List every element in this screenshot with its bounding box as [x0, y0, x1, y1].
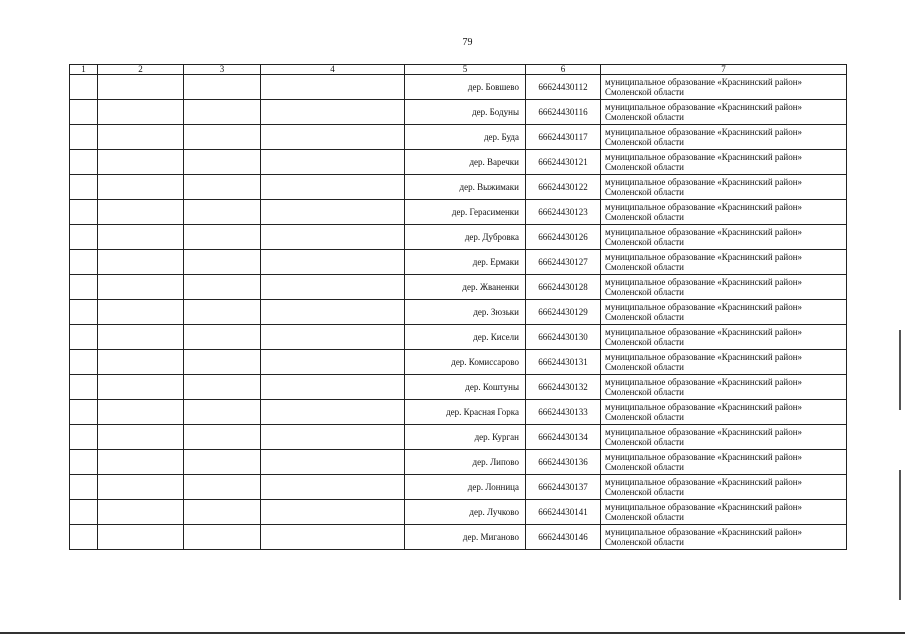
cell-col-3: [184, 425, 261, 450]
municipality-cell: [601, 475, 847, 500]
table-row: [70, 175, 847, 200]
table-body: [70, 75, 847, 550]
municipality-line-2: Смоленской области: [605, 187, 684, 197]
municipality-line-1: муниципальное образование «Краснинский район»: [605, 402, 803, 412]
cell-col-1: [70, 400, 98, 425]
municipality-line-2: Смоленской области: [605, 412, 684, 422]
table-row: [70, 125, 847, 150]
municipality-line-1: муниципальное образование «Краснинский район»: [605, 352, 803, 362]
cell-col-4: [261, 350, 405, 375]
cell-col-2: [98, 400, 184, 425]
municipality-cell: [601, 425, 847, 450]
settlement-name: дер. Бодуны: [405, 100, 526, 125]
cell-col-2: [98, 375, 184, 400]
cell-col-1: [70, 375, 98, 400]
cell-col-3: [184, 475, 261, 500]
cell-col-1: [70, 500, 98, 525]
municipality-line-1: муниципальное образование «Краснинский район»: [605, 102, 803, 112]
municipality-cell: [601, 525, 847, 550]
settlements-table: [69, 64, 847, 550]
municipality-line-1: муниципальное образование «Краснинский район»: [605, 302, 803, 312]
table-row: [70, 100, 847, 125]
municipality-line-1: муниципальное образование «Краснинский район»: [605, 327, 803, 337]
municipality-cell: [601, 450, 847, 475]
municipality-line-2: Смоленской области: [605, 512, 684, 522]
cell-col-1: [70, 75, 98, 100]
municipality-cell: [601, 150, 847, 175]
table-row: [70, 300, 847, 325]
cell-col-4: [261, 325, 405, 350]
municipality-cell: [601, 125, 847, 150]
municipality-line-1: муниципальное образование «Краснинский район»: [605, 377, 803, 387]
table-row: [70, 200, 847, 225]
header-cell-1: 1: [70, 65, 98, 75]
cell-col-4: [261, 175, 405, 200]
municipality-cell: [601, 275, 847, 300]
municipality-line-1: муниципальное образование «Краснинский район»: [605, 527, 803, 537]
cell-col-2: [98, 125, 184, 150]
cell-col-3: [184, 100, 261, 125]
cell-col-4: [261, 275, 405, 300]
cell-col-2: [98, 525, 184, 550]
settlement-name: дер. Дубровка: [405, 225, 526, 250]
oktmo-code: 66624430141: [526, 500, 601, 525]
municipality-line-1: муниципальное образование «Краснинский район»: [605, 502, 803, 512]
cell-col-3: [184, 250, 261, 275]
cell-col-3: [184, 75, 261, 100]
cell-col-3: [184, 150, 261, 175]
cell-col-1: [70, 450, 98, 475]
cell-col-3: [184, 400, 261, 425]
cell-col-2: [98, 450, 184, 475]
municipality-line-1: муниципальное образование «Краснинский район»: [605, 202, 803, 212]
cell-col-2: [98, 150, 184, 175]
settlement-name: дер. Красная Горка: [405, 400, 526, 425]
cell-col-4: [261, 475, 405, 500]
cell-col-2: [98, 75, 184, 100]
municipality-line-2: Смоленской области: [605, 137, 684, 147]
municipality-line-2: Смоленской области: [605, 362, 684, 372]
municipality-cell: [601, 300, 847, 325]
municipality-line-2: Смоленской области: [605, 537, 684, 547]
cell-col-2: [98, 300, 184, 325]
table-row: [70, 350, 847, 375]
table-row: [70, 425, 847, 450]
cell-col-2: [98, 425, 184, 450]
cell-col-1: [70, 350, 98, 375]
header-cell-6: 6: [526, 65, 601, 75]
cell-col-3: [184, 525, 261, 550]
header-cell-7: 7: [601, 65, 847, 75]
table-row: [70, 450, 847, 475]
municipality-line-2: Смоленской области: [605, 487, 684, 497]
settlement-name: дер. Бовшево: [405, 75, 526, 100]
oktmo-code: 66624430126: [526, 225, 601, 250]
settlement-name: дер. Герасименки: [405, 200, 526, 225]
table-row: [70, 250, 847, 275]
oktmo-code: 66624430137: [526, 475, 601, 500]
municipality-line-2: Смоленской области: [605, 312, 684, 322]
cell-col-1: [70, 425, 98, 450]
cell-col-4: [261, 425, 405, 450]
cell-col-2: [98, 325, 184, 350]
header-cell-5: 5: [405, 65, 526, 75]
cell-col-1: [70, 475, 98, 500]
page-number: 79: [462, 37, 473, 48]
table-row: [70, 375, 847, 400]
oktmo-code: 66624430133: [526, 400, 601, 425]
municipality-line-2: Смоленской области: [605, 437, 684, 447]
cell-col-1: [70, 175, 98, 200]
settlement-name: дер. Коштуны: [405, 375, 526, 400]
settlement-name: дер. Лонница: [405, 475, 526, 500]
oktmo-code: 66624430123: [526, 200, 601, 225]
cell-col-4: [261, 400, 405, 425]
cell-col-4: [261, 100, 405, 125]
cell-col-4: [261, 200, 405, 225]
cell-col-1: [70, 300, 98, 325]
settlement-name: дер. Комиссарово: [405, 350, 526, 375]
oktmo-code: 66624430127: [526, 250, 601, 275]
oktmo-code: 66624430136: [526, 450, 601, 475]
oktmo-code: 66624430129: [526, 300, 601, 325]
municipality-line-1: муниципальное образование «Краснинский район»: [605, 127, 803, 137]
oktmo-code: 66624430117: [526, 125, 601, 150]
cell-col-3: [184, 200, 261, 225]
table-row: [70, 400, 847, 425]
municipality-line-1: муниципальное образование «Краснинский район»: [605, 177, 803, 187]
municipality-cell: [601, 325, 847, 350]
municipality-line-2: Смоленской области: [605, 237, 684, 247]
cell-col-1: [70, 325, 98, 350]
cell-col-3: [184, 175, 261, 200]
municipality-cell: [601, 500, 847, 525]
municipality-line-1: муниципальное образование «Краснинский район»: [605, 227, 803, 237]
table-row: [70, 275, 847, 300]
cell-col-2: [98, 500, 184, 525]
settlement-name: дер. Кисели: [405, 325, 526, 350]
municipality-line-2: Смоленской области: [605, 337, 684, 347]
header-cell-3: 3: [184, 65, 261, 75]
municipality-line-2: Смоленской области: [605, 287, 684, 297]
municipality-line-2: Смоленской области: [605, 212, 684, 222]
oktmo-code: 66624430132: [526, 375, 601, 400]
municipality-line-1: муниципальное образование «Краснинский район»: [605, 77, 803, 87]
cell-col-4: [261, 300, 405, 325]
settlement-name: дер. Зюзьки: [405, 300, 526, 325]
header-row: [70, 65, 847, 75]
settlement-name: дер. Лучково: [405, 500, 526, 525]
oktmo-code: 66624430130: [526, 325, 601, 350]
municipality-cell: [601, 250, 847, 275]
header-cell-4: 4: [261, 65, 405, 75]
table-row: [70, 225, 847, 250]
oktmo-code: 66624430122: [526, 175, 601, 200]
cell-col-2: [98, 200, 184, 225]
settlement-name: дер. Выжимаки: [405, 175, 526, 200]
municipality-line-1: муниципальное образование «Краснинский район»: [605, 477, 803, 487]
table-row: [70, 475, 847, 500]
cell-col-1: [70, 125, 98, 150]
cell-col-2: [98, 350, 184, 375]
oktmo-code: 66624430121: [526, 150, 601, 175]
municipality-line-2: Смоленской области: [605, 262, 684, 272]
oktmo-code: 66624430131: [526, 350, 601, 375]
cell-col-4: [261, 450, 405, 475]
municipality-cell: [601, 375, 847, 400]
cell-col-1: [70, 225, 98, 250]
cell-col-2: [98, 175, 184, 200]
table-row: [70, 150, 847, 175]
cell-col-1: [70, 250, 98, 275]
municipality-line-2: Смоленской области: [605, 462, 684, 472]
cell-col-4: [261, 525, 405, 550]
cell-col-1: [70, 525, 98, 550]
oktmo-code: 66624430128: [526, 275, 601, 300]
cell-col-2: [98, 225, 184, 250]
cell-col-3: [184, 225, 261, 250]
table-row: [70, 525, 847, 550]
cell-col-4: [261, 225, 405, 250]
municipality-cell: [601, 75, 847, 100]
oktmo-code: 66624430146: [526, 525, 601, 550]
cell-col-3: [184, 375, 261, 400]
cell-col-3: [184, 300, 261, 325]
municipality-line-1: муниципальное образование «Краснинский район»: [605, 152, 803, 162]
settlement-name: дер. Варечки: [405, 150, 526, 175]
table-row: [70, 325, 847, 350]
cell-col-3: [184, 450, 261, 475]
settlement-name: дер. Липово: [405, 450, 526, 475]
page-bottom-rule: [0, 632, 905, 634]
settlement-name: дер. Ермаки: [405, 250, 526, 275]
municipality-line-2: Смоленской области: [605, 162, 684, 172]
settlement-name: дер. Буда: [405, 125, 526, 150]
municipality-line-1: муниципальное образование «Краснинский район»: [605, 252, 803, 262]
cell-col-2: [98, 100, 184, 125]
scan-edge-mark: [899, 470, 901, 600]
cell-col-3: [184, 350, 261, 375]
municipality-line-2: Смоленской области: [605, 112, 684, 122]
cell-col-2: [98, 275, 184, 300]
cell-col-3: [184, 125, 261, 150]
cell-col-4: [261, 150, 405, 175]
settlement-name: дер. Жваненки: [405, 275, 526, 300]
municipality-cell: [601, 350, 847, 375]
cell-col-2: [98, 250, 184, 275]
header-cell-2: 2: [98, 65, 184, 75]
municipality-cell: [601, 400, 847, 425]
cell-col-4: [261, 125, 405, 150]
oktmo-code: 66624430116: [526, 100, 601, 125]
oktmo-code: 66624430134: [526, 425, 601, 450]
cell-col-3: [184, 275, 261, 300]
municipality-line-1: муниципальное образование «Краснинский район»: [605, 452, 803, 462]
scan-edge-mark: [899, 330, 901, 410]
cell-col-4: [261, 375, 405, 400]
municipality-cell: [601, 200, 847, 225]
municipality-cell: [601, 175, 847, 200]
municipality-line-2: Смоленской области: [605, 387, 684, 397]
cell-col-3: [184, 325, 261, 350]
cell-col-3: [184, 500, 261, 525]
cell-col-2: [98, 475, 184, 500]
municipality-line-2: Смоленской области: [605, 87, 684, 97]
cell-col-1: [70, 100, 98, 125]
cell-col-4: [261, 500, 405, 525]
table-row: [70, 500, 847, 525]
municipality-cell: [601, 100, 847, 125]
municipality-line-1: муниципальное образование «Краснинский район»: [605, 277, 803, 287]
municipality-cell: [601, 225, 847, 250]
oktmo-code: 66624430112: [526, 75, 601, 100]
cell-col-1: [70, 150, 98, 175]
settlement-name: дер. Курган: [405, 425, 526, 450]
table-row: [70, 75, 847, 100]
cell-col-4: [261, 75, 405, 100]
municipality-line-1: муниципальное образование «Краснинский район»: [605, 427, 803, 437]
cell-col-1: [70, 275, 98, 300]
cell-col-1: [70, 200, 98, 225]
settlement-name: дер. Миганово: [405, 525, 526, 550]
cell-col-4: [261, 250, 405, 275]
